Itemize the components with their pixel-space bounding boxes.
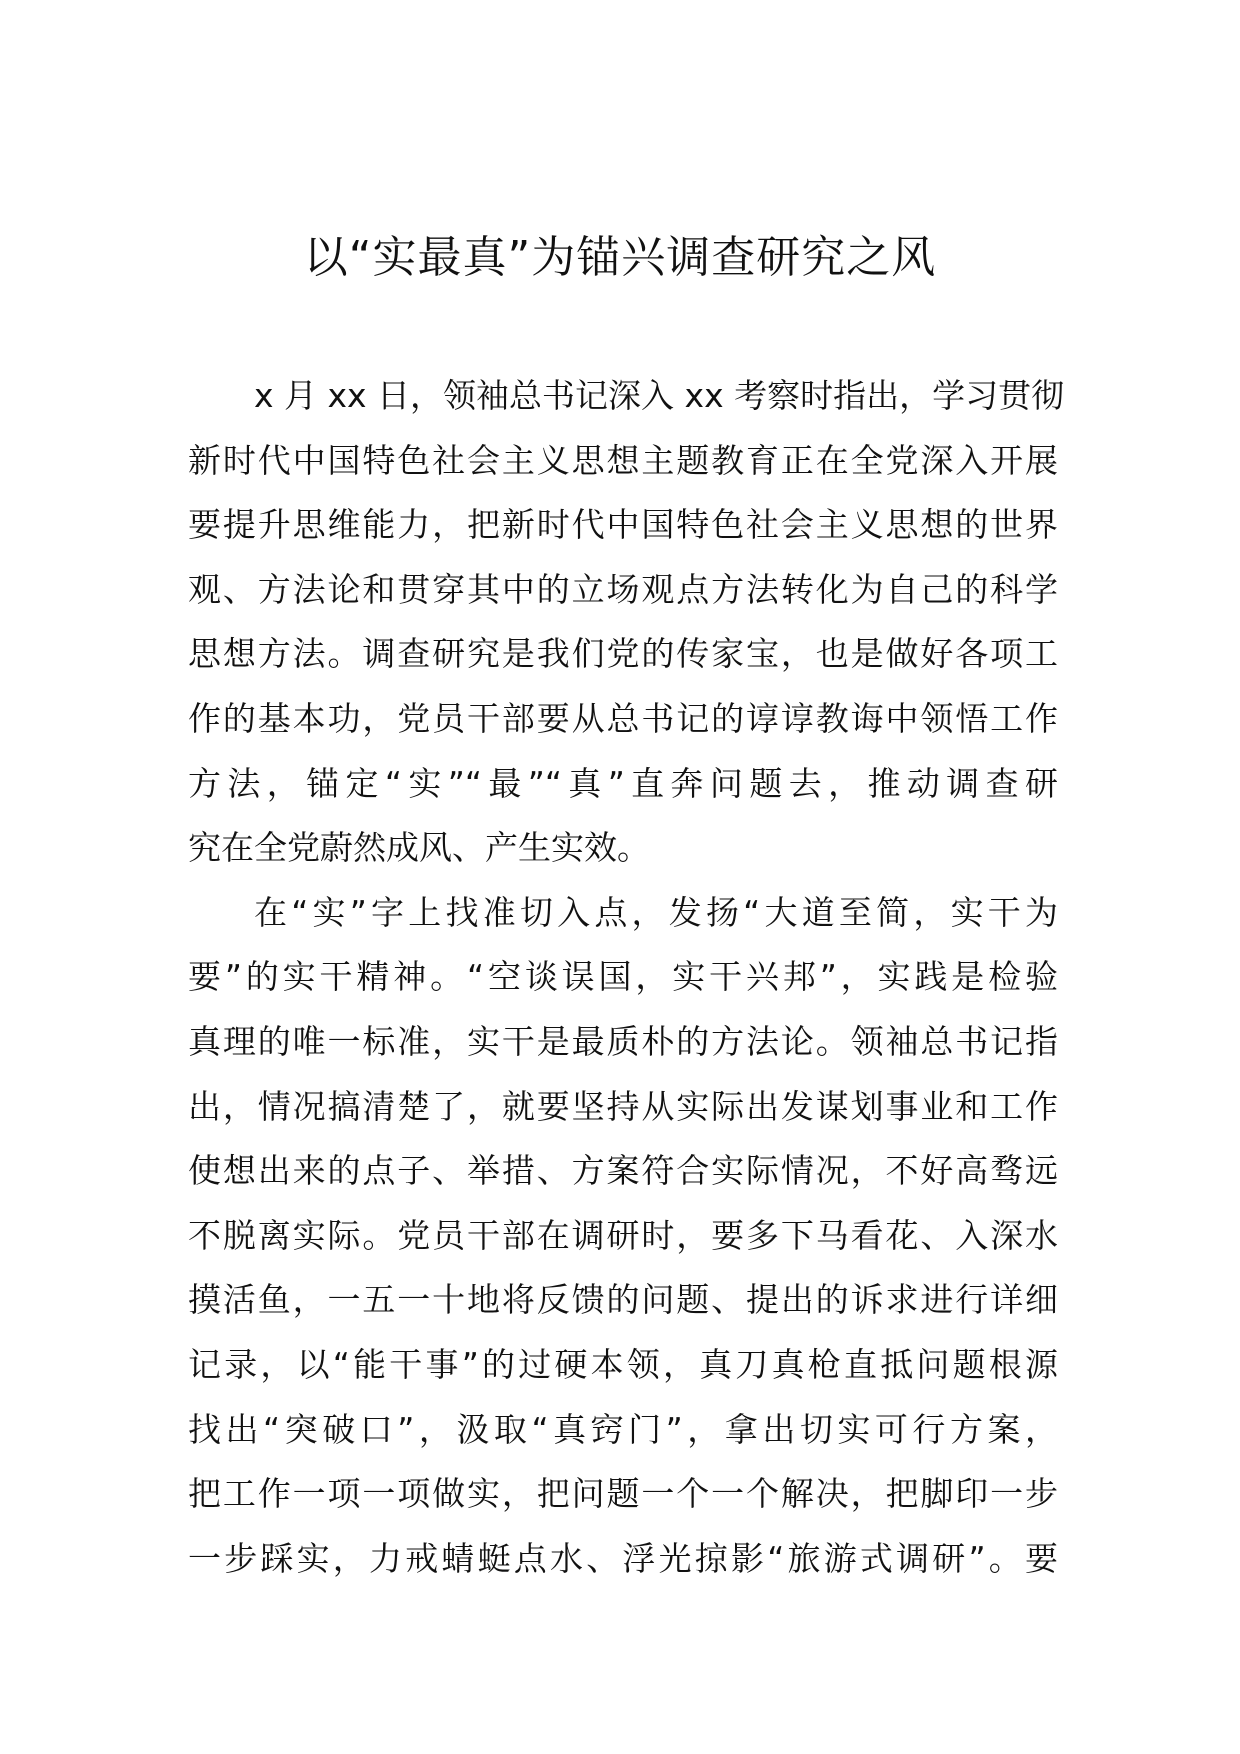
paragraph-1-line-6: 作的基本功，党员干部要从总书记的谆谆教诲中领悟工作 <box>188 698 1058 738</box>
paragraph-1-line-7: 方法，锚定“实”“最”“真”直奔问题去，推动调查研 <box>188 763 1058 803</box>
paragraph-2-line-11: 一步踩实，力戒蜻蜓点水、浮光掠影“旅游式调研”。要 <box>188 1538 1058 1578</box>
paragraph-2-line-5: 使想出来的点子、举措、方案符合实际情况，不好高骛远 <box>188 1151 1058 1191</box>
paragraph-1-line-3: 要提升思维能力，把新时代中国特色社会主义思想的世界 <box>188 505 1058 545</box>
paragraph-1-line-2: 新时代中国特色社会主义思想主题教育正在全党深入开展 <box>188 440 1058 480</box>
paragraph-2-line-2: 要”的实干精神。“空谈误国，实干兴邦”，实践是检验 <box>188 957 1058 997</box>
paragraph-2-line-1: 在“实”字上找准切入点，发扬“大道至简，实干为 <box>254 892 1058 932</box>
paragraph-2-line-10: 把工作一项一项做实，把问题一个一个解决，把脚印一步 <box>188 1474 1058 1514</box>
document-body <box>188 364 1065 1591</box>
paragraph-2-line-9: 找出“突破口”，汲取“真窍门”，拿出切实可行方案， <box>188 1409 1058 1449</box>
paragraph-1-line-1: x 月 xx 日，领袖总书记深入 xx 考察时指出，学习贯彻 <box>254 376 1065 415</box>
paragraph-2-line-7: 摸活鱼，一五一十地将反馈的问题、提出的诉求进行详细 <box>188 1280 1058 1320</box>
document-title: 以“实最真”为锚兴调查研究之风 <box>303 232 937 283</box>
paragraph-2-line-3: 真理的唯一标准，实干是最质朴的方法论。领袖总书记指 <box>188 1021 1058 1061</box>
paragraph-1-line-4: 观、方法论和贯穿其中的立场观点方法转化为自己的科学 <box>188 569 1058 609</box>
paragraph-1-line-5: 思想方法。调查研究是我们党的传家宝，也是做好各项工 <box>188 634 1058 674</box>
paragraph-2-line-8: 记录，以“能干事”的过硬本领，真刀真枪直抵问题根源 <box>188 1344 1058 1384</box>
paragraph-1-line-8: 究在全党蔚然成风、产生实效。 <box>188 828 650 868</box>
paragraph-2-line-6: 不脱离实际。党员干部在调研时，要多下马看花、入深水 <box>188 1215 1058 1255</box>
paragraph-2-line-4: 出，情况搞清楚了，就要坚持从实际出发谋划事业和工作 <box>188 1086 1058 1126</box>
